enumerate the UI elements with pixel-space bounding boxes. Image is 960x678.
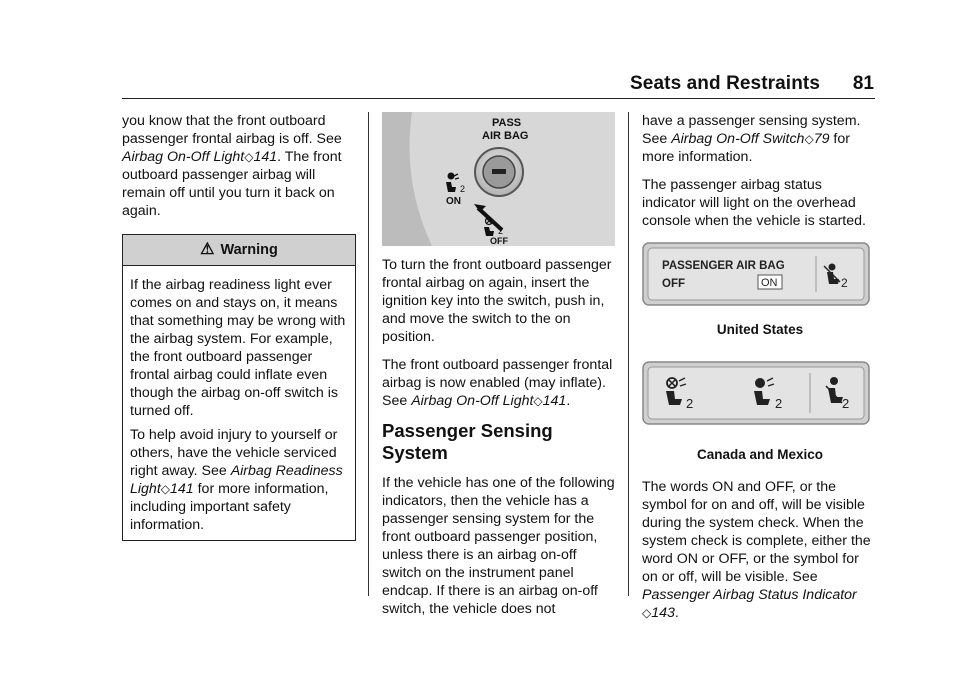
airbag-on-off-switch-link[interactable]: Airbag On-Off Switch bbox=[671, 131, 805, 147]
airbag-on-off-light-link[interactable]: Airbag On-Off Light bbox=[122, 149, 245, 165]
page-number: 81 bbox=[852, 73, 874, 94]
column-divider bbox=[368, 112, 369, 596]
us-panel-on: ON bbox=[761, 277, 778, 289]
pass-label: PASS bbox=[492, 117, 522, 129]
header-rule bbox=[122, 98, 875, 99]
column-divider bbox=[628, 112, 629, 596]
caption-canada-mexico: Canada and Mexico bbox=[696, 447, 824, 462]
canada-mexico-indicator-panel bbox=[642, 361, 878, 430]
section-title: Seats and Restraints bbox=[630, 73, 820, 94]
page-ref-141[interactable]: 141 bbox=[170, 481, 194, 497]
paragraph-sensing: If the vehicle has one of the following indicators, then the vehicle has a passenger sensing system for the front outboard passenger position, unless there is an airbag on-off switch on the instrument panel endcap. If there is an airbag on-off switch, the vehicle does not bbox=[382, 475, 615, 617]
page-ref-icon: ◇ bbox=[160, 482, 170, 496]
page-ref-141[interactable]: 141 bbox=[542, 393, 567, 409]
us-panel-title: PASSENGER AIR BAG bbox=[662, 260, 785, 272]
paragraph-enabled: The front outboard passenger frontal airbag is now enabled (may inflate). See Airbag On-Off Light◇141. bbox=[382, 357, 613, 409]
page-ref-143[interactable]: 143 bbox=[651, 605, 675, 621]
seat-number: 2 bbox=[775, 396, 783, 411]
paragraph-continued: have a passenger sensing system. See Airbag On-Off Switch◇79 for more information. bbox=[642, 113, 861, 165]
us-panel-off: OFF bbox=[662, 278, 685, 290]
seat-number: 2 bbox=[498, 226, 504, 236]
us-indicator-panel bbox=[642, 242, 878, 311]
airbag-label: AIR BAG bbox=[482, 130, 529, 142]
section-heading: Passenger Sensing System bbox=[382, 420, 553, 463]
on-label: ON bbox=[446, 196, 461, 207]
warning-paragraph-1: If the airbag readiness light ever comes on and stays on, it means that something may be wrong with the airbag system. For example, the front outboard passenger frontal airbag could inflate even though the airbag on-off switch is turned off. bbox=[130, 277, 346, 419]
seat-number: 2 bbox=[686, 396, 694, 411]
warning-icon: ⚠ bbox=[200, 241, 215, 258]
warning-box bbox=[122, 234, 356, 541]
warning-body bbox=[123, 266, 355, 534]
warning-paragraph-2: To help avoid injury to yourself or others, have the vehicle serviced right away. See Airbag Readiness Light◇141 for more information, including important safety information. bbox=[130, 427, 343, 533]
page-ref-141[interactable]: 141 bbox=[253, 149, 278, 165]
paragraph-system-check: The words ON and OFF, or the symbol for on and off, will be visible during the system check. When the system check is complete, either the word ON or OFF, or the symbol for on or off, will be visible. See Passenger Airbag Status Indicator ◇143. bbox=[642, 479, 871, 621]
page-ref-icon: ◇ bbox=[804, 132, 814, 146]
page-ref-icon: ◇ bbox=[642, 606, 652, 620]
column-2 bbox=[382, 112, 618, 628]
airbag-switch-illustration bbox=[382, 112, 615, 246]
warning-header bbox=[123, 235, 355, 266]
passenger-airbag-status-indicator-link[interactable]: Passenger Airbag Status Indicator bbox=[642, 587, 857, 603]
seat-number: 2 bbox=[842, 396, 850, 411]
off-label: OFF bbox=[490, 236, 508, 246]
seat-number: 2 bbox=[460, 184, 466, 194]
intro-paragraph: you know that the front outboard passenger frontal airbag is off. See Airbag On-Off Light◇141. The front outboard passenger airbag will remain off until you turn it back on again. bbox=[122, 113, 342, 219]
airbag-switch-photo bbox=[382, 112, 615, 246]
page-header bbox=[0, 0, 960, 100]
column-1 bbox=[122, 112, 358, 541]
seat-number: 2 bbox=[841, 276, 848, 290]
page-ref-icon: ◇ bbox=[244, 150, 254, 164]
column-3 bbox=[642, 112, 878, 632]
paragraph-status-indicator: The passenger airbag status indicator will light on the overhead console when the vehicle is started. bbox=[642, 177, 866, 229]
airbag-on-off-light-link[interactable]: Airbag On-Off Light bbox=[411, 393, 534, 409]
caption-united-states: United States bbox=[716, 322, 804, 337]
paragraph-turn-on: To turn the front outboard passenger frontal airbag on again, insert the ignition key into the switch, push in, and move the switch to the on position. bbox=[382, 257, 612, 345]
warning-title: Warning bbox=[220, 242, 278, 258]
page-ref-79[interactable]: 79 bbox=[813, 131, 830, 147]
page-ref-icon: ◇ bbox=[533, 394, 543, 408]
airbag-readiness-light-link[interactable]: Airbag Readiness Light bbox=[130, 463, 343, 497]
